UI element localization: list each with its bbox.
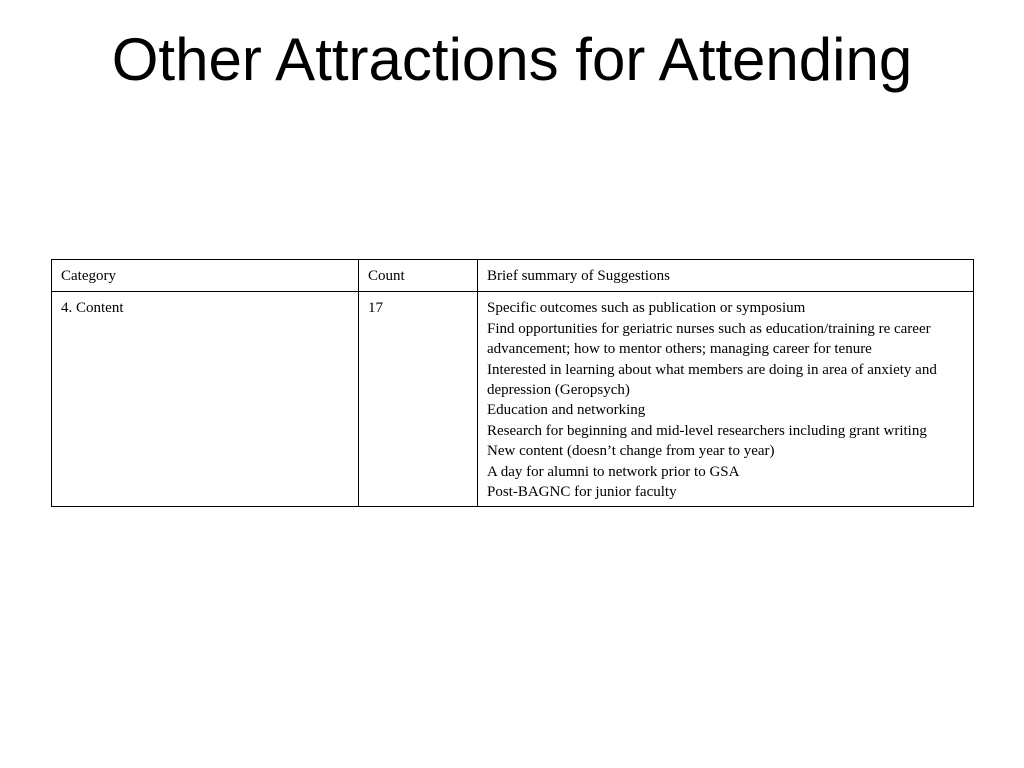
cell-category: 4. Content	[52, 292, 359, 507]
cell-count: 17	[359, 292, 478, 507]
suggestion-item: Education and networking	[487, 402, 646, 419]
suggestion-item: Research for beginning and mid-level researchers including grant writing	[487, 422, 927, 439]
table-header-row	[52, 260, 974, 292]
cell-summary	[478, 292, 974, 507]
header-count: Count	[359, 260, 478, 292]
header-summary: Brief summary of Suggestions	[478, 260, 974, 292]
suggestion-item: Specific outcomes such as publication or symposium	[487, 300, 806, 317]
suggestion-item: Find opportunities for geriatric nurses such as education/training re career advancement; how to mentor others; managing career for tenure	[487, 320, 931, 358]
table-row	[52, 292, 974, 507]
suggestion-item: Post-BAGNC for junior faculty	[487, 484, 677, 501]
header-category: Category	[52, 260, 359, 292]
slide-title: Other Attractions for Attending	[111, 26, 913, 93]
suggestion-item: New content (doesn’t change from year to year)	[487, 443, 775, 460]
suggestion-item: Interested in learning about what members are doing in area of anxiety and depression (Geropsych)	[487, 361, 937, 399]
suggestion-item: A day for alumni to network prior to GSA	[487, 463, 740, 480]
suggestions-table	[51, 259, 974, 507]
